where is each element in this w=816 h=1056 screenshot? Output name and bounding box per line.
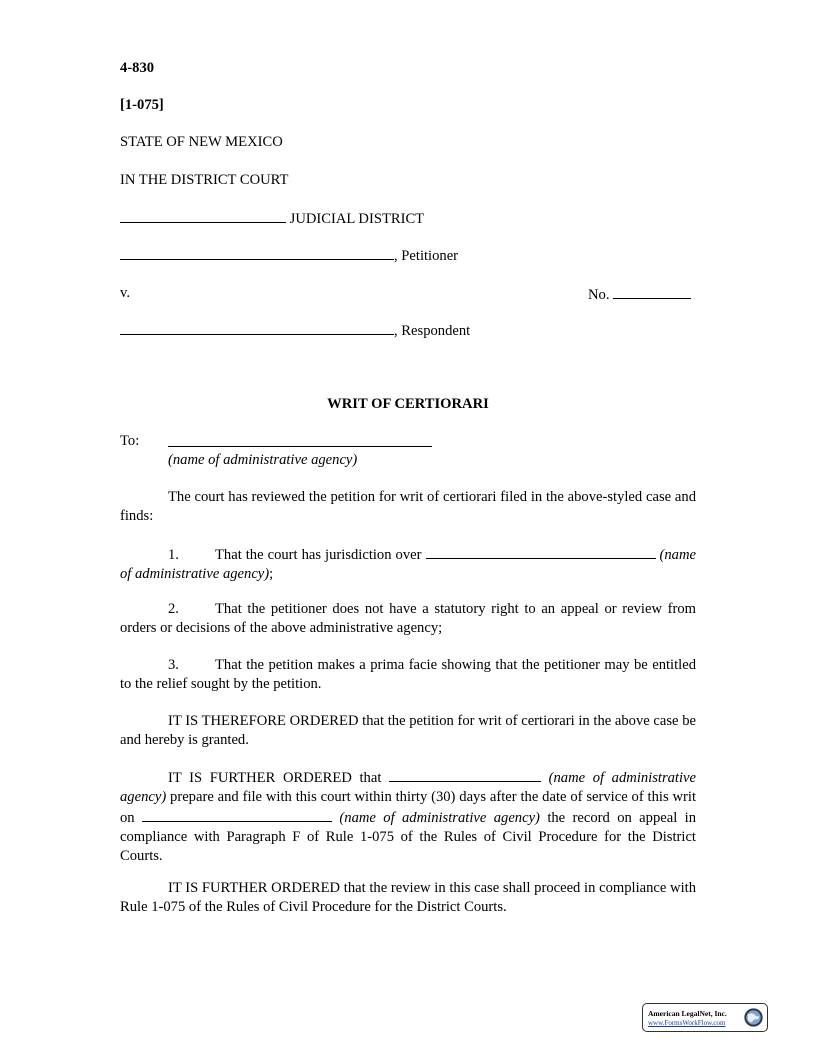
rule-reference: [1-075]: [120, 97, 164, 113]
finding-number: 3.: [168, 657, 179, 673]
order-text-a: IT IS FURTHER ORDERED that: [168, 770, 382, 786]
order-text-c: the record on appeal in compliance with Paragraph F of Rule 1-075 of the Rules of Civil Procedure for the District Courts.: [120, 810, 697, 864]
case-number-blank[interactable]: [613, 284, 691, 299]
finding-text: That the court has jurisdiction over: [215, 547, 422, 563]
case-number-line: [588, 284, 691, 305]
respondent-line: [120, 320, 470, 341]
intro-paragraph: [120, 488, 696, 526]
agency-caption: (name of administrative agency): [168, 452, 358, 468]
court-name: IN THE DISTRICT COURT: [120, 172, 289, 188]
service-agency-blank[interactable]: [142, 807, 332, 822]
finding-2: [120, 600, 696, 638]
order-italic-2: (name of administrative agency): [339, 810, 540, 826]
finding-text-end: ;: [269, 566, 274, 582]
petitioner-blank[interactable]: [120, 245, 394, 260]
finding-number: 1.: [168, 547, 179, 563]
order-text: IT IS THEREFORE ORDERED that the petition for writ of certiorari in the above case be and hereby is granted.: [120, 713, 696, 748]
finding-text: That the petition makes a prima facie showing that the petitioner may be entitled to the relief sought by the petition.: [120, 657, 696, 692]
respondent-blank[interactable]: [120, 320, 394, 335]
versus-text: v.: [120, 285, 130, 301]
company-url[interactable]: www.FormsWorkFlow.com: [648, 1019, 726, 1027]
finding-italic: (name of administrative agency): [120, 547, 696, 582]
finding-number: 2.: [168, 601, 179, 617]
globe-icon: [743, 1007, 764, 1028]
petitioner-line: [120, 245, 458, 266]
order-review: [120, 879, 696, 917]
company-name: American LegalNet, Inc.: [648, 1009, 727, 1018]
order-text-b: prepare and file with this court within thirty (30) days after the date of service of this writ on: [120, 789, 696, 826]
finding-text: That the petitioner does not have a statutory right to an appeal or review from orders or decisions of the above administrative agency;: [120, 601, 696, 636]
order-italic-1: (name of administrative agency): [120, 770, 696, 805]
finding-1: [120, 544, 696, 584]
agency-to-line: [168, 432, 432, 453]
agency-to-blank[interactable]: [168, 432, 432, 447]
order-granted: [120, 712, 696, 750]
agency-order-blank[interactable]: [389, 767, 541, 782]
to-label: To:: [120, 433, 140, 449]
case-number-label: No.: [588, 287, 610, 303]
document-title: WRIT OF CERTIORARI: [327, 396, 489, 412]
petitioner-label: , Petitioner: [394, 248, 459, 264]
state-name: STATE OF NEW MEXICO: [120, 134, 283, 150]
district-blank[interactable]: [120, 208, 286, 223]
order-record: [120, 767, 696, 866]
order-text: IT IS FURTHER ORDERED that the review in this case shall proceed in compliance with Rule 1-075 of the Rules of Civil Procedure for the District Courts.: [120, 880, 696, 915]
footer-logo[interactable]: [642, 1003, 768, 1032]
form-number: 4-830: [120, 60, 155, 76]
finding-3: [120, 656, 696, 694]
jurisdiction-blank[interactable]: [426, 544, 656, 559]
intro-text: The court has reviewed the petition for writ of certiorari filed in the above-styled case and finds:: [120, 489, 696, 524]
respondent-label: , Respondent: [394, 323, 471, 339]
district-line: [120, 208, 424, 229]
district-label: JUDICIAL DISTRICT: [289, 211, 425, 227]
